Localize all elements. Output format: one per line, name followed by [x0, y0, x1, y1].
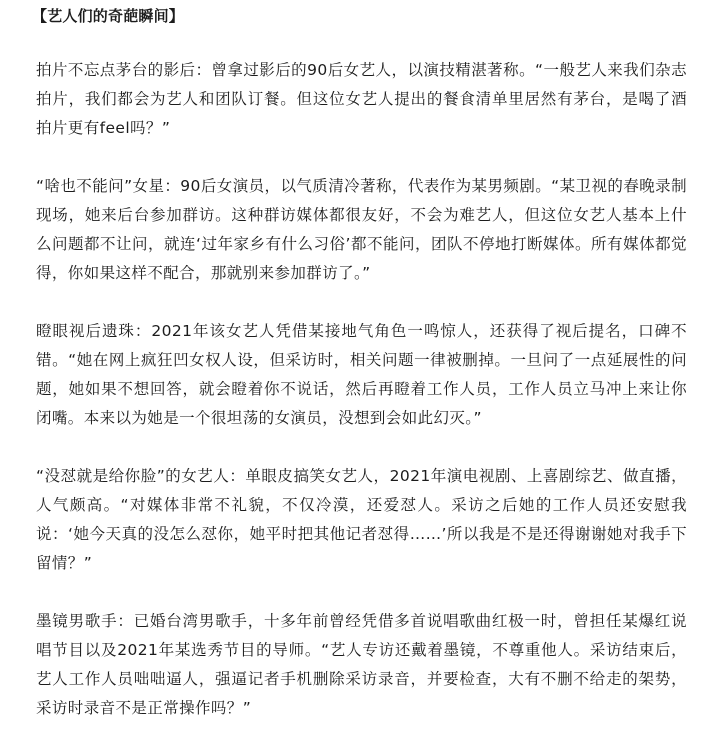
article-heading: 【艺人们的奇葩瞬间】: [32, 7, 185, 25]
paragraph-no-questions-actress: “啥也不能问”女星：90后女演员，以气质清冷著称，代表作为某男频剧。“某卫视的春晚录制现场，她来后台参加群访。这种群访媒体都很友好，不会为难艺人，但这位女艺人基本上什么问题都不让问，就连‘过年家乡有什么习俗’都不能问，团队不停地打断媒体。所有媒体都觉得，你如果这样不配合，那就别来参加群访了。”: [36, 177, 687, 282]
paragraph-rude-comedian: “没怼就是给你脸”的女艺人：单眼皮搞笑女艺人，2021年演电视剧、上喜剧综艺、做直播，人气颇高。“对媒体非常不礼貌，不仅冷漠，还爱怼人。采访之后她的工作人员还安慰我说：‘她今天真的没怎么怼你，她平时把其他记者怼得……’所以我是不是还得谢谢她对我手下留情？”: [36, 467, 687, 572]
paragraph-maotai-actress: 拍片不忘点茅台的影后：曾拿过影后的90后女艺人，以演技精湛著称。“一般艺人来我们杂志拍片，我们都会为艺人和团队订餐。但这位女艺人提出的餐食清单里居然有茅台，是喝了酒拍片更有feel吗？”: [36, 61, 687, 137]
paragraph-glaring-actress: 瞪眼视后遗珠：2021年该女艺人凭借某接地气角色一鸣惊人，还获得了视后提名，口碑不错。“她在网上疯狂凹女权人设，但采访时，相关问题一律被删掉。一旦问了一点延展性的问题，她如果不想回答，就会瞪着你不说话，然后再瞪着工作人员，工作人员立马冲上来让你闭嘴。本来以为她是一个很坦荡的女演员，没想到会如此幻灭。”: [36, 322, 687, 427]
paragraph-sunglasses-singer: 墨镜男歌手：已婚台湾男歌手，十多年前曾经凭借多首说唱歌曲红极一时，曾担任某爆红说唱节目以及2021年某选秀节目的导师。“艺人专访还戴着墨镜，不尊重他人。采访结束后，艺人工作人员咄咄逼人，强逼记者手机删除采访录音，并要检查，大有不删不给走的架势，采访时录音不是正常操作吗？”: [36, 612, 687, 717]
